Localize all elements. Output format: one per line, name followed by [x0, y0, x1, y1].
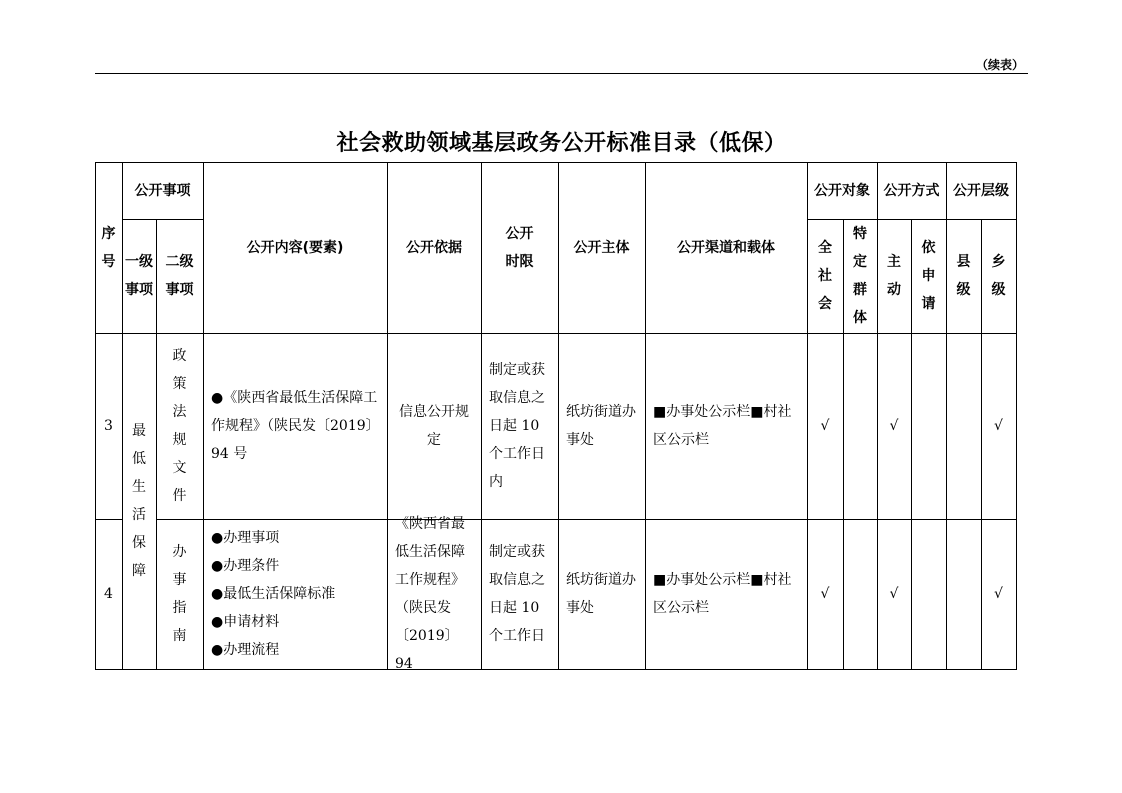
- continuation-label: （续表）: [976, 58, 1025, 72]
- header-seq: 序号: [101, 225, 116, 270]
- header-method-apply: 依申请: [921, 240, 936, 312]
- row-3-object-all: √: [820, 418, 830, 434]
- content-bullet: ●申请材料: [211, 614, 280, 630]
- row-4-seq: 4: [104, 586, 113, 602]
- table-border-right: [1016, 162, 1017, 670]
- row-4-object-all: √: [820, 586, 830, 602]
- header-method: 公开方式: [883, 182, 940, 199]
- row-4-level2: 办事指南: [172, 544, 187, 644]
- row-4-level-county: [946, 519, 981, 669]
- header-level: 公开层级: [953, 182, 1009, 199]
- content-bullet: ●办理条件: [211, 558, 280, 574]
- row-4-level-town: √: [994, 586, 1003, 602]
- row-3-subject: 纸坊街道办事处: [566, 404, 636, 448]
- row-4-time-limit: 制定或获取信息之日起 10 个工作日: [489, 544, 545, 644]
- row-3-seq: 3: [104, 418, 113, 434]
- row-4-content-list: [211, 524, 335, 664]
- header-object-all: 全社会: [818, 240, 832, 312]
- row-3-level-county: [946, 333, 981, 519]
- page-title: 社会救助领域基层政务公开标准目录（低保）: [336, 131, 787, 156]
- row-3-content-list: [211, 384, 381, 468]
- header-content: 公开内容(要素): [246, 239, 344, 256]
- header-items: 公开事项: [134, 182, 191, 199]
- row-4-method-active: √: [889, 586, 899, 602]
- row-3-time-limit: 制定或获取信息之日起 10 个工作日内: [489, 362, 545, 490]
- row-3-level2: 政策法规文件: [172, 348, 187, 504]
- header-object-specific: 特定群体: [853, 226, 867, 326]
- header-method-active: 主动: [887, 254, 901, 298]
- content-bullet: ●办理流程: [211, 642, 280, 658]
- header-rule: [95, 73, 1028, 74]
- header-level1: 一级事项: [125, 254, 153, 298]
- header-subject: 公开主体: [573, 239, 630, 256]
- row-3-content: [203, 333, 387, 519]
- row-4-object-specific: [843, 519, 877, 669]
- row-4-method-apply: [911, 519, 946, 669]
- header-basis: 公开依据: [406, 239, 462, 256]
- row-4-channel: ■办事处公示栏■村社区公示栏: [653, 572, 792, 616]
- row-3-level-town: √: [994, 418, 1003, 434]
- header-channel: 公开渠道和载体: [677, 239, 775, 256]
- header-time-limit: 公开时限: [505, 225, 534, 270]
- row-3-object-specific: [843, 333, 877, 519]
- row-3-method-apply: [911, 333, 946, 519]
- header-object: 公开对象: [814, 182, 870, 199]
- content-bullet: ●最低生活保障标准: [211, 586, 336, 602]
- content-bullet: ●办理事项: [211, 530, 280, 546]
- level1-item-cell: 最低生活保障: [132, 423, 146, 579]
- header-level-town: 乡级: [991, 254, 1006, 298]
- content-bullet: ●《陕西省最低生活保障工作规程》（陕民发〔2019〕94 号: [211, 390, 380, 462]
- row-3-method-active: √: [889, 418, 899, 434]
- header-level2: 二级事项: [165, 254, 194, 298]
- row-4-content: [203, 519, 387, 669]
- row-4-subject: 纸坊街道办事处: [566, 572, 636, 616]
- row-4-basis: 《陕西省最低生活保障工作规程》（陕民发〔2019〕94: [395, 516, 465, 672]
- catalog-table: [95, 162, 1017, 670]
- row-3-basis: 信息公开规定: [399, 404, 469, 448]
- table-border-bottom: [95, 669, 1017, 670]
- header-level-county: 县级: [956, 254, 971, 298]
- row-3-channel: ■办事处公示栏■村社区公示栏: [653, 404, 792, 448]
